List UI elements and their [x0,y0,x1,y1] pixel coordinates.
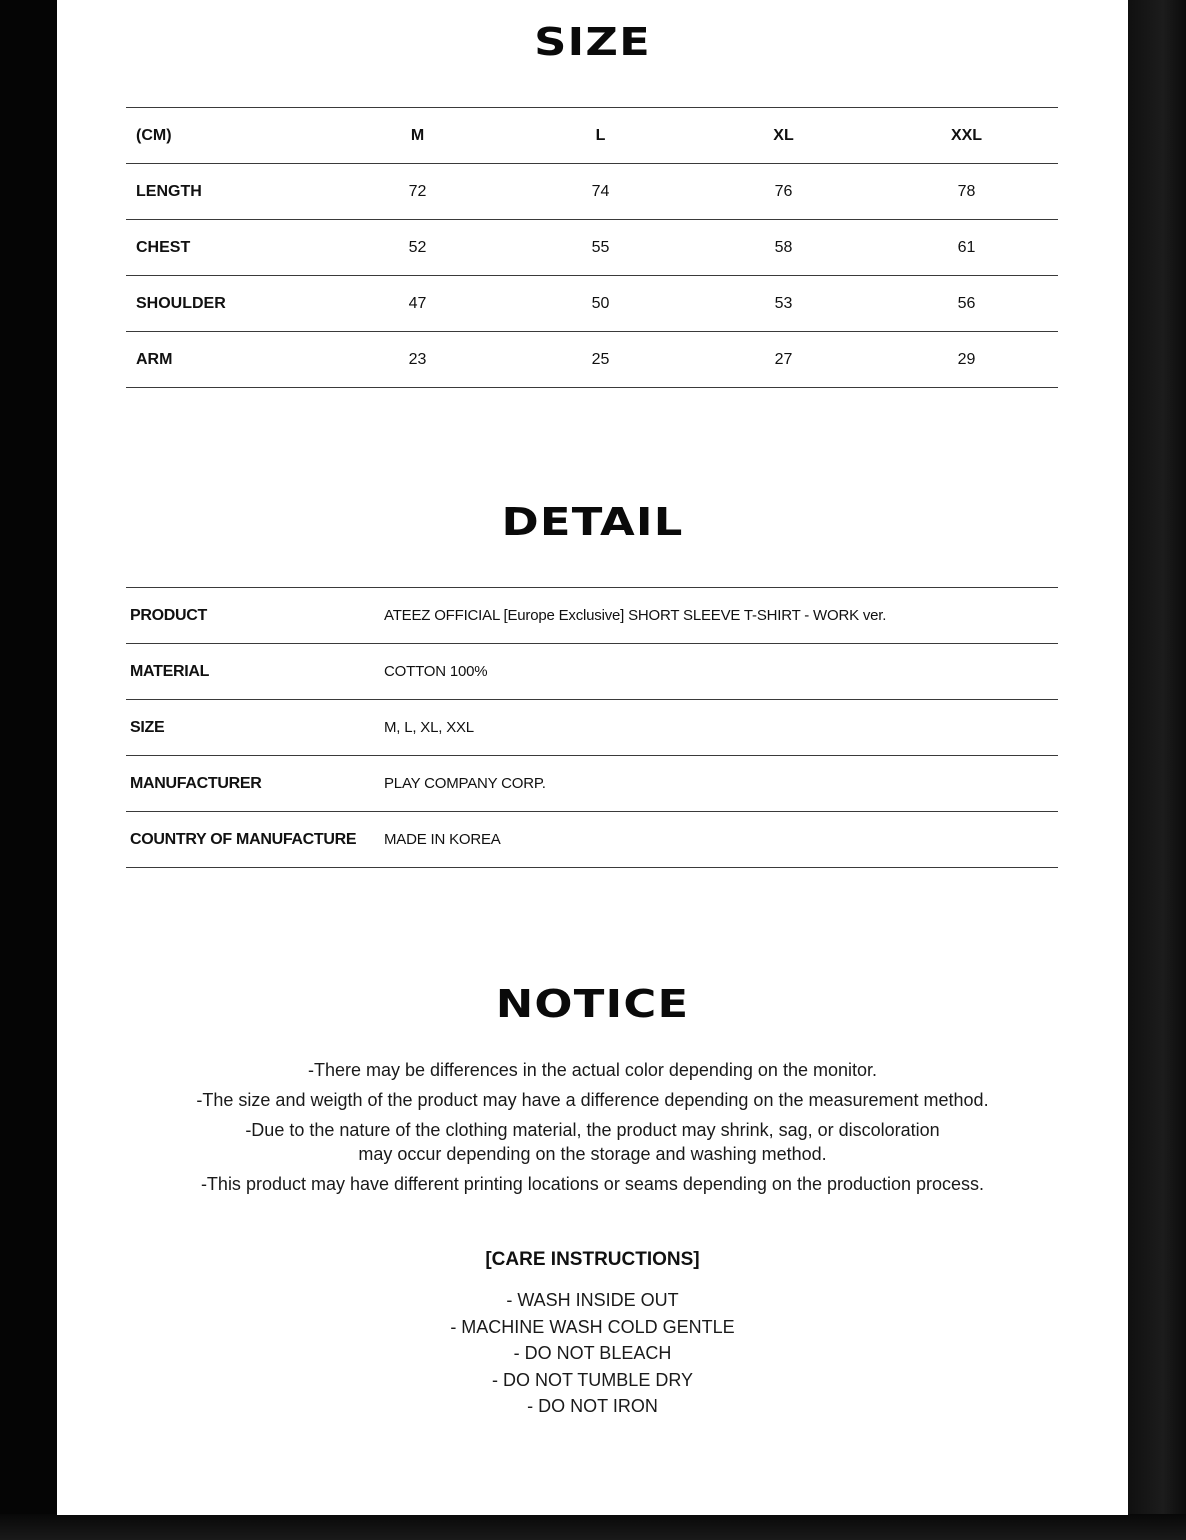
size-cell: 27 [692,332,875,388]
size-unit-label: (CM) [126,108,326,164]
detail-value: MADE IN KOREA [384,812,1058,868]
size-cell: 58 [692,220,875,276]
size-table [126,107,1058,388]
size-col-header: XL [692,108,875,164]
notice-line: -The size and weigth of the product may have a difference depending on the measurement method. [196,1090,989,1110]
detail-row-product [126,588,1058,644]
care-instructions-title: [CARE INSTRUCTIONS] [485,1249,700,1270]
size-col-header: XXL [875,108,1058,164]
care-instructions-list [57,1287,1128,1420]
size-col-header: L [509,108,692,164]
size-cell: 50 [509,276,692,332]
size-table-row [126,220,1058,276]
detail-row-material [126,644,1058,700]
detail-value: COTTON 100% [384,644,1058,700]
size-cell: 25 [509,332,692,388]
size-row-label: CHEST [126,220,326,276]
detail-row-manufacturer [126,756,1058,812]
notice-line: -Due to the nature of the clothing material, the product may shrink, sag, or discoloration [245,1120,940,1140]
detail-label: COUNTRY OF MANUFACTURE [126,812,384,868]
detail-row-country [126,812,1058,868]
detail-value: PLAY COMPANY CORP. [384,756,1058,812]
size-cell: 72 [326,164,509,220]
size-cell: 61 [875,220,1058,276]
size-cell: 52 [326,220,509,276]
detail-label: MATERIAL [126,644,384,700]
size-table-row [126,332,1058,388]
size-cell: 76 [692,164,875,220]
background-right-edge [1128,0,1186,1540]
size-table-row [126,164,1058,220]
detail-value: ATEEZ OFFICIAL [Europe Exclusive] SHORT SLEEVE T-SHIRT - WORK ver. [384,588,1058,644]
notice-line: may occur depending on the storage and washing method. [358,1144,827,1164]
size-cell: 23 [326,332,509,388]
notice-section-title: NOTICE [495,982,690,1026]
care-item: - WASH INSIDE OUT [506,1290,679,1310]
size-row-label: SHOULDER [126,276,326,332]
size-section-title: SIZE [534,20,651,64]
size-cell: 78 [875,164,1058,220]
notice-line: -There may be differences in the actual color depending on the monitor. [307,1060,877,1080]
detail-value: M, L, XL, XXL [384,700,1058,756]
detail-label: SIZE [126,700,384,756]
notice-line: -This product may have different printing locations or seams depending on the production process. [200,1174,985,1194]
care-item: - DO NOT BLEACH [513,1343,672,1363]
size-cell: 53 [692,276,875,332]
detail-row-size [126,700,1058,756]
detail-label: PRODUCT [126,588,384,644]
size-row-label: LENGTH [126,164,326,220]
size-cell: 55 [509,220,692,276]
detail-table [126,587,1058,868]
size-col-header: M [326,108,509,164]
size-cell: 29 [875,332,1058,388]
notice-text [57,1058,1128,1202]
size-cell: 47 [326,276,509,332]
background-bottom-edge [0,1514,1186,1540]
size-table-header-row [126,108,1058,164]
care-item: - DO NOT TUMBLE DRY [491,1369,694,1390]
size-cell: 56 [875,276,1058,332]
size-row-label: ARM [126,332,326,388]
care-item: - MACHINE WASH COLD GENTLE [450,1316,735,1337]
detail-section-title: DETAIL [501,500,684,544]
size-cell: 74 [509,164,692,220]
size-table-row [126,276,1058,332]
detail-label: MANUFACTURER [126,756,384,812]
product-info-panel [57,0,1128,1515]
care-item: - DO NOT IRON [527,1396,658,1416]
